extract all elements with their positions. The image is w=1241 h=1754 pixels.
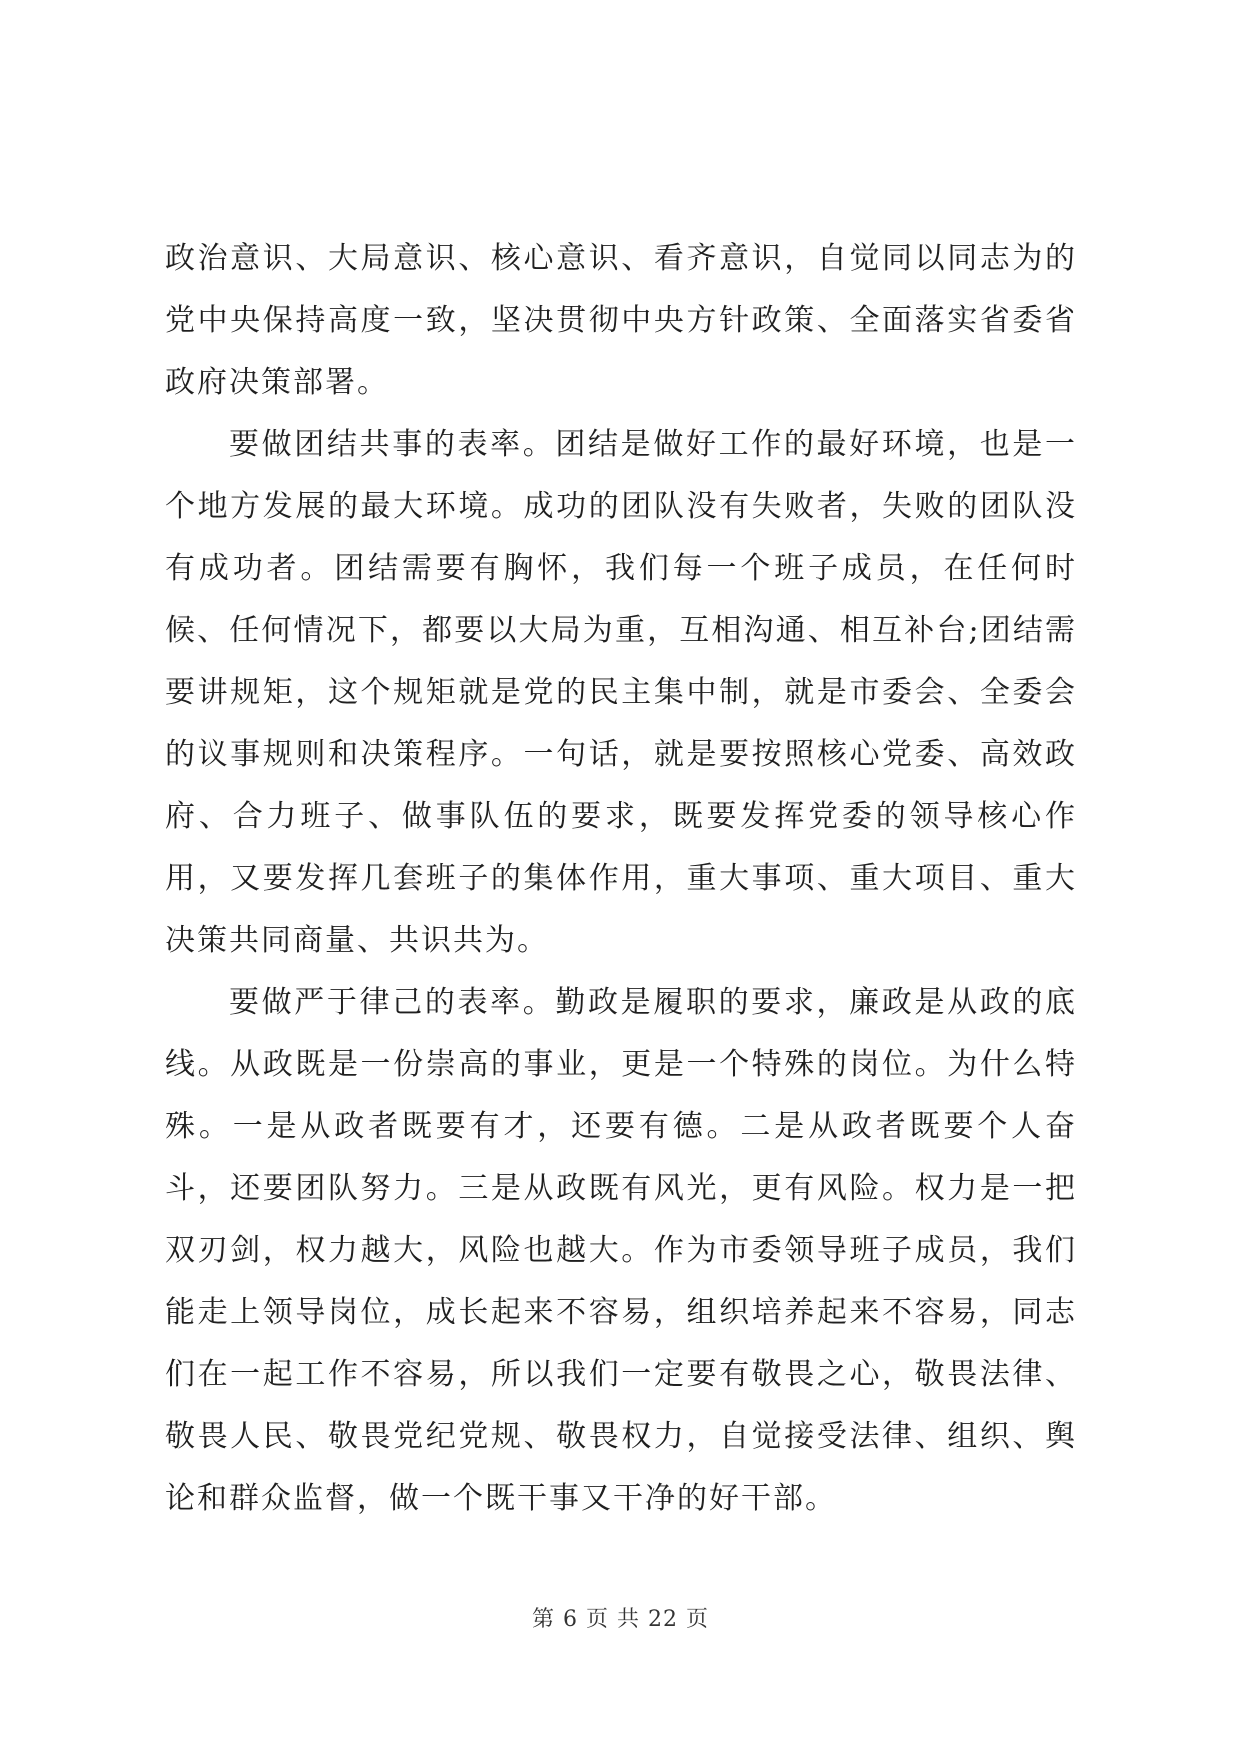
document-body [165,228,1077,1530]
paragraph-3: 要做严于律己的表率。勤政是履职的要求，廉政是从政的底线。从政既是一份崇高的事业，更是一个特殊的岗位。为什么特殊。一是从政者既要有才，还要有德。二是从政者既要个人奋斗，还要团队努力。三是从政既有风光，更有风险。权力是一把双刃剑，权力越大，风险也越大。作为市委领导班子成员，我们能走上领导岗位，成长起来不容易，组织培养起来不容易，同志们在一起工作不容易，所以我们一定要有敬畏之心，敬畏法律、敬畏人民、敬畏党纪党规、敬畏权力，自觉接受法律、组织、舆论和群众监督，做一个既干事又干净的好干部。 [165,985,1077,1516]
page-footer: 第 6 页 共 22 页 [532,1607,709,1632]
paragraph-1: 政治意识、大局意识、核心意识、看齐意识，自觉同以同志为的党中央保持高度一致，坚决贯彻中央方针政策、全面落实省委省政府决策部署。 [165,241,1077,400]
paragraph-2: 要做团结共事的表率。团结是做好工作的最好环境，也是一个地方发展的最大环境。成功的团队没有失败者，失败的团队没有成功者。团结需要有胸怀，我们每一个班子成员，在任何时候、任何情况下，都要以大局为重，互相沟通、相互补台;团结需要讲规矩，这个规矩就是党的民主集中制，就是市委会、全委会的议事规则和决策程序。一句话，就是要按照核心党委、高效政府、合力班子、做事队伍的要求，既要发挥党委的领导核心作用，又要发挥几套班子的集体作用，重大事项、重大项目、重大决策共同商量、共识共为。 [165,427,1077,958]
